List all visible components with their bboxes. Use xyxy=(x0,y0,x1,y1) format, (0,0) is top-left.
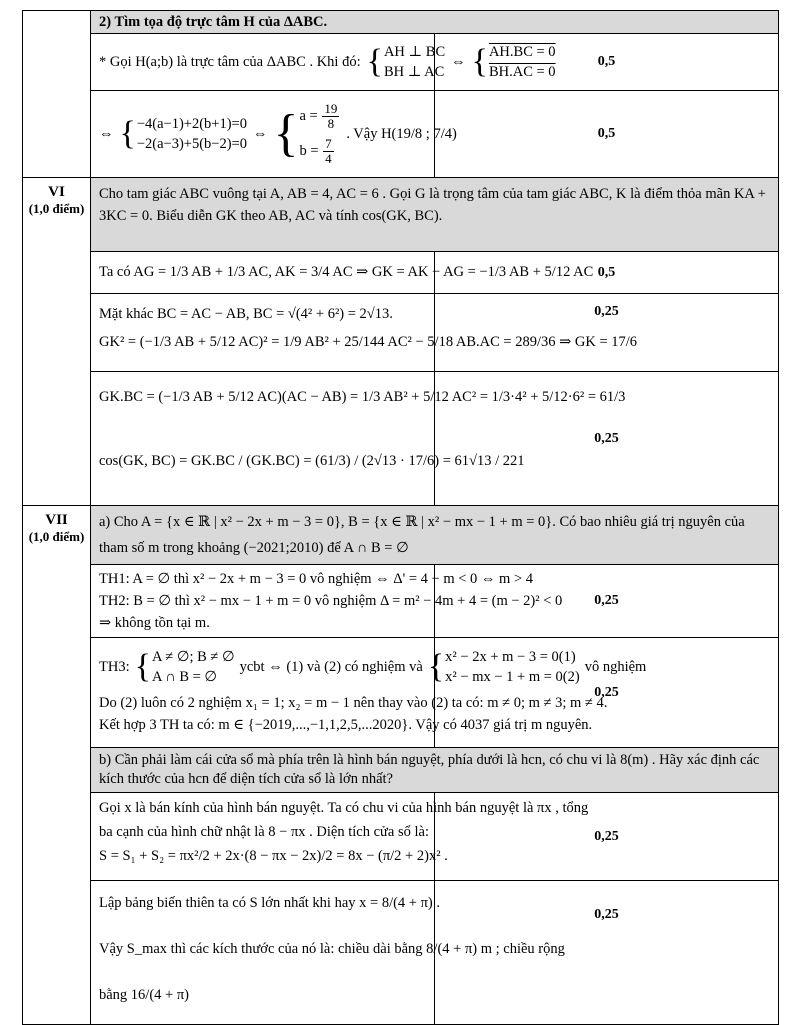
case-2-line: TH2: B = ∅ thì x² − mx − 1 + m = 0 vô nghiệm Δ = m² − 4m + 4 = (m − 2)² < 0 xyxy=(99,593,563,609)
score: 0,25 xyxy=(594,828,619,844)
question-vii-b-text: b) Cần phải làm cái cửa sổ mà phía trên là hình bán nguyệt, phía dưới là hcn, có chu vi là 8(m) . Hãy xác định các kích thước của hcn để diện tích cửa sổ là lớn nhất? xyxy=(99,752,760,787)
section-vi-cell xyxy=(23,178,91,506)
case-3-conditions: { A ≠ ∅; B ≠ ∅ A ∩ B = ∅ xyxy=(134,648,235,685)
case-3-roots-line: Do (2) luôn có 2 nghiệm x₁ = 1; x₂ = m − 1 nên thay vào (2) ta có: m ≠ 0; m ≠ 3; m ≠ 4. xyxy=(99,695,608,711)
cosine-line: cos(GK, BC) = GK.BC / (GK.BC) = (61/3) / (2√13 · 17/6) = 61√13 / 221 xyxy=(99,453,525,469)
orthocenter-solution-cell: ⇔ { −4(a−1)+2(b+1)=0 −2(a−3)+5(b−2)=0 ⇔ { a = $\frac{19}{8}$ b = $\frac{7}{4}$ . Vậy H(19/8 ; 7/4) xyxy=(91,91,435,178)
score-cell xyxy=(435,91,779,178)
rectangle-side-line: ba cạnh của hình chữ nhật là 8 − πx . Diện tích cửa sổ là: xyxy=(99,824,429,840)
dot-product-eq-2: BH.AC = 0 xyxy=(488,64,556,80)
solution-a-label: a = xyxy=(299,107,318,124)
gk-expression-cell xyxy=(91,252,594,294)
solution-system: { a = $\frac{19}{8}$ b = $\frac{7}{4}$ xyxy=(273,101,338,166)
case-1-line: TH1: A = ∅ thì x² − 2x + m − 3 = 0 vô nghiệm ⇔ Δ' = 4 − m < 0 ⇔ m > 4 xyxy=(99,571,534,587)
section-points: (1,0 điểm) xyxy=(28,529,85,544)
score: 0,25 xyxy=(594,430,619,446)
score: 0,25 xyxy=(594,684,619,700)
orthocenter-setup-text: * Gọi H(a;b) là trực tâm của ΔABC . Khi đó: xyxy=(99,54,361,70)
question-vi-text: Cho tam giác ABC vuông tại A, AB = 4, AC = 6 . Gọi G là trọng tâm của tam giác ABC, K là điểm thỏa mãn KA + 3KC = 0. Biểu diễn GK theo AB, AC và tính cos(GK, BC). xyxy=(99,186,766,224)
case-3-requirement: ycbt ⇔ (1) và (2) có nghiệm và xyxy=(239,659,423,675)
score: 0,5 xyxy=(597,54,616,69)
score: 0,25 xyxy=(594,907,619,922)
solution-b-label: b = xyxy=(299,142,319,159)
solution-a-num: 19 xyxy=(324,101,338,116)
perimeter-line: Gọi x là bán kính của hình bán nguyệt. Ta có chu vi của hình bán nguyệt là πx , tổng xyxy=(99,800,589,816)
perpendicular-eq-1: AH ⊥ BC xyxy=(383,44,446,60)
solution-b-num: 7 xyxy=(325,136,332,151)
solution-b-den: 4 xyxy=(325,151,332,166)
case-3-label: TH3: xyxy=(99,659,130,675)
orthocenter-result: . Vậy H(19/8 ; 7/4) xyxy=(346,126,457,142)
score: 0,5 xyxy=(597,264,616,280)
dot-product-line: GK.BC = (−1/3 AB + 5/12 AC)(AC − AB) = 1/3 AB² + 5/12 AC² = 1/3·4² + 5/12·6² = 61/3 xyxy=(99,389,626,405)
window-dimensions-cell xyxy=(91,881,565,1025)
case-3-conclusion: Kết hợp 3 TH ta có: m ∈ {−2019,...,−1,1,2,5,...2020}. Vậy có 4037 giá trị m nguyên. xyxy=(99,717,593,733)
area-formula-line: S = S₁ + S₂ = πx²/2 + 2x·(8 − πx − 2x)/2 = 8x − (π/2 + 2)x² . xyxy=(99,848,448,864)
dot-product-eq-1: AH.BC = 0 xyxy=(488,44,556,60)
section-number: VII xyxy=(45,512,68,528)
orthocenter-setup-cell: * Gọi H(a;b) là trực tâm của ΔABC . Khi đó: { AH ⊥ BC BH ⊥ AC ⇔ { AH.BC = 0 BH.AC = 0 xyxy=(91,34,435,91)
case-3-eq-2: x² − mx − 1 + m = 0(2) xyxy=(445,669,580,685)
section-points: (1,0 điểm) xyxy=(28,201,85,216)
score: 0,25 xyxy=(594,304,619,319)
perpendicular-system: { AH ⊥ BC BH ⊥ AC xyxy=(366,43,446,80)
gk-expression: Ta có AG = 1/3 AB + 1/3 AC, AK = 3/4 AC ⇒ GK = AK − AG = −1/3 AB + 5/12 AC xyxy=(99,264,594,280)
perpendicular-eq-2: BH ⊥ AC xyxy=(383,64,445,80)
score: 0,5 xyxy=(597,126,616,141)
case-1-2-cell xyxy=(91,565,563,638)
question-vii-a-text: a) Cho A = {x ∈ ℝ | x² − 2x + m − 3 = 0}, B = {x ∈ ℝ | x² − mx − 1 + m = 0}. Có bao nhiêu giá trị nguyên của tham số m trong khoảng (−2021;2010) để A ∩ B = ∅ xyxy=(99,514,745,556)
gk-length-line: GK² = (−1/3 AB + 5/12 AC)² = 1/9 AB² + 25/144 AC² − 5/18 AB.AC = 289/36 ⇒ GK = 17/6 xyxy=(99,334,638,350)
dot-product-system: { AH.BC = 0 BH.AC = 0 xyxy=(471,43,556,80)
solution-a-den: 8 xyxy=(327,116,335,131)
score: 0,25 xyxy=(594,593,619,608)
linear-eq-1: −4(a−1)+2(b+1)=0 xyxy=(136,116,247,132)
question-vii-a-cell xyxy=(91,506,779,565)
section-v-cell xyxy=(23,11,91,178)
case-3-cond-1: A ≠ ∅; B ≠ ∅ xyxy=(151,649,235,665)
question-v2-header xyxy=(91,11,779,34)
question-v2-text: 2) Tìm tọa độ trực tâm H của ΔABC. xyxy=(99,14,328,30)
linear-eq-2: −2(a−3)+5(b−2)=0 xyxy=(136,136,247,152)
case-3-equations: { x² − 2x + m − 3 = 0(1) x² − mx − 1 + m = 0(2) xyxy=(427,648,580,685)
section-number: VI xyxy=(48,184,65,200)
width-line: bằng 16/(4 + π) xyxy=(99,987,189,1003)
case-2-conclusion: ⇒ không tồn tại m. xyxy=(99,615,210,631)
score-cell xyxy=(435,294,779,372)
answer-key-table xyxy=(22,10,779,1025)
case-3-cond-2: A ∩ B = ∅ xyxy=(151,669,218,685)
case-3-suffix: vô nghiệm xyxy=(584,659,647,675)
question-vi-cell xyxy=(91,178,779,252)
section-vii-cell xyxy=(23,506,91,1025)
dimensions-line: Vậy S_max thì các kích thước của nó là: chiều dài bằng 8/(4 + π) m ; chiều rộng xyxy=(99,941,565,957)
case-3-eq-1: x² − 2x + m − 3 = 0(1) xyxy=(445,649,576,665)
bc-length-line: Mặt khác BC = AC − AB, BC = √(4² + 6²) = 2√13. xyxy=(99,306,393,322)
max-area-line: Lập bảng biến thiên ta có S lớn nhất khi hay x = 8/(4 + π) . xyxy=(99,895,441,911)
question-vii-b-cell xyxy=(91,748,779,793)
window-area-cell xyxy=(91,793,589,881)
linear-system: { −4(a−1)+2(b+1)=0 −2(a−3)+5(b−2)=0 xyxy=(119,115,247,152)
